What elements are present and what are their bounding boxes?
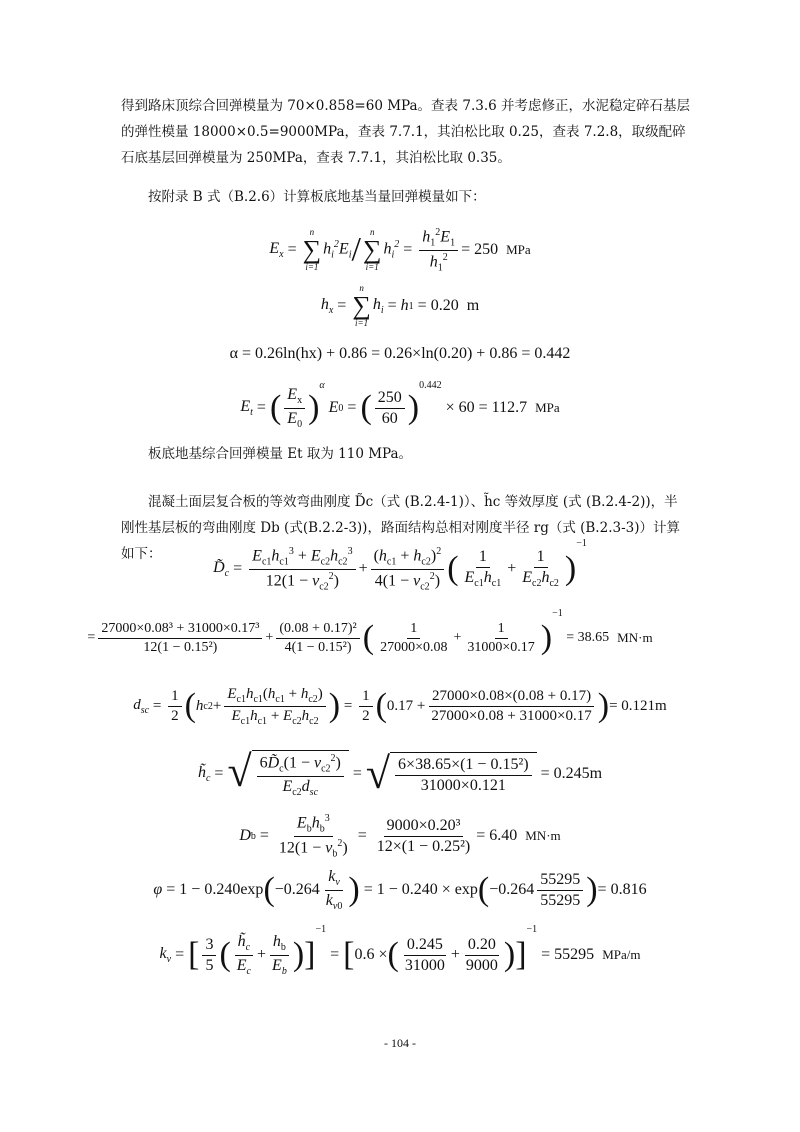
dc-numerator-1: 27000×0.08³ + 31000×0.17³ (98, 621, 262, 639)
equation-dc-numeric: = $\frac{\text{27000×0.08³ + 31000×0.17³}}{\text{12(1 − 0.15²)}}$ + $\frac{\text{(0.08 + 0.17)²}}{\text{4(1 − 0.15²)}}$ ( $\frac{1}{27000\times 0.08}$ + $\frac{1}{31000\times 0.17}$ ) −1 = 38.65 MN·m (87, 608, 653, 656)
dc-denominator-2: 4(1 − 0.15²) (284, 639, 352, 655)
dc-numerator-2: (0.08 + 0.17)² (276, 621, 359, 639)
phi-result: = 0.816 (597, 881, 647, 898)
ex-unit: MPa (506, 242, 531, 257)
paragraph-composite-slab-intro: 混凝土面层复合板的等效弯曲刚度 D̃c（式 (B.2.4-1)）、h̃c 等效厚度 (式 (B.2.4-2))，半刚性基层板的弯曲刚度 Db (式(B.2.2-3))，路面结构总相对刚度半径 rg（式 (B.2.3-3)）计算如下： (121, 494, 680, 562)
kv-b: 31000 (404, 956, 445, 974)
equation-hc: $h̃_c$ = √ $\frac{6D̃_c(1 - v_{c2}^2)}{E_{c2}d_{sc}}$ = √ $\frac{\text{6×38.65×(1 − 0.15²)}}{31000\times 0.121}$ = 0.245m (197, 747, 603, 798)
phi-numerator: 55295 (537, 871, 583, 891)
db-unit: MN·m (525, 828, 561, 843)
dc-denominator-1: 12(1 − 0.15²) (143, 639, 218, 655)
equation-hx: $h_x$ = n ∑ i=1 $h_i$ = h 1 = 0.20 m (320, 283, 480, 328)
kv-c: 0.20 (465, 936, 499, 956)
equation-alpha (0, 340, 800, 368)
dsc-denominator: 27000×0.08 + 31000×0.17 (431, 707, 592, 724)
hx-result: = 0.20 (417, 297, 459, 314)
equation-phi: φ = 1 − 0.240exp ( −0.264 $\frac{k_v}{k_{v0}}$ ) = 1 − 0.240 × exp ( −0.264 $\frac{55295}{55295}$ ) = 0.816 (153, 868, 647, 912)
paragraph-et-value: 板底地基综合回弹模量 Et 取为 110 MPa。 (148, 446, 413, 462)
equation-dsc: $d_{sc}$ = $\frac{1}{2}$ ( h c2 + $\frac{E_{c1}h_{c1}(h_{c1} + h_{c2})}{E_{c1}h_{c1} + E_{c2}h_{c2}}$ ) = $\frac{1}{2}$ ( 0.17 + $\frac{27000\times 0.08\times(0.08 + 0.17)}{27000\times 0.08 + 31000\times 0.17}$ ) = 0.121m (133, 685, 667, 727)
hc-numerator: 6×38.65×(1 − 0.15²) (395, 756, 532, 776)
equation-ex: $E_x$ = n ∑ i=1 $h_i^2E_i$ / n ∑ i=1 $h_i^2$ = $\frac{h_1^2E_1}{h_1^2}$ = 250 MPa (269, 226, 531, 274)
kv-a: 0.245 (404, 936, 446, 956)
hc-denominator: 31000×0.121 (420, 777, 506, 794)
kv-unit: MPa/m (602, 947, 641, 962)
ex-result: = 250 (461, 241, 499, 258)
kv-result: = 55295 (541, 946, 595, 963)
equation-dc-formula: $D̃_c$ = $\frac{E_{c1}h_{c1}^3 + E_{c2}h_{c2}^3}{12(1 - v_{c2}^2)}$ + $\frac{(h_{c1} + h_{c2})^2}{4(1 - v_{c2}^2)}$ ( $\frac{1}{E_{c1}h_{c1}}$ + $\frac{1}{E_{c2}h_{c2}}$ ) −1 (213, 538, 587, 593)
paragraph-modulus-values: 得到路床顶综合回弹模量为 70×0.858=60 MPa。查表 7.3.6 并考虑修正，水泥稳定碎石基层的弹性模量 18000×0.5=9000MPa，查表 7.7.1，其泊松比取 0.25，查表 7.2.8，取级配碎石底基层回弹模量为 250MPa，查表 7.7.1，其泊松比取 0.35。 (121, 98, 690, 166)
equation-et: $E_t$ = ( $\frac{E_x}{E_0}$ ) α E 0 = ( $\frac{250}{60}$ ) 0.442 × 60 = 112.7 MPa (240, 380, 560, 430)
dc-unit: MN·m (617, 630, 653, 645)
dsc-result: = 0.121m (609, 697, 667, 714)
dc-result: = 38.65 (566, 630, 610, 645)
hx-unit: m (466, 297, 480, 314)
equation-kv: $k_v$ = [ $\frac{3}{5}$ ( $\frac{h̃_c}{E_c}$ + $\frac{h_b}{E_b}$ ) ] −1 = [ 0.6 × ( $\frac{0.245}{31000}$ + $\frac{0.20}{9000}$ ) ] −1 = 55295 MPa/m (159, 924, 641, 977)
equation-db: D b = $\frac{E_bh_b^3}{12(1 - v_b^2)}$ = $\frac{\text{9000×0.20³}}{\text{12×(1 − 0.25²)}}$ = 6.40 MN·m (239, 812, 561, 860)
dsc-numerator: 27000×0.08×(0.08 + 0.17) (429, 688, 594, 707)
db-denominator: 12×(1 − 0.25²) (376, 837, 471, 855)
page-number: - 104 - (384, 1036, 416, 1050)
et-exponent: 0.442 (419, 380, 442, 391)
hc-result: = 0.245m (540, 765, 603, 782)
paragraph-equivalent-modulus-intro: 按附录 B 式（B.2.6）计算板底地基当量回弹模量如下： (148, 189, 486, 205)
db-result: = 6.40 (476, 827, 518, 844)
et-result: × 60 = 112.7 (445, 399, 528, 416)
db-numerator: 9000×0.20³ (384, 817, 464, 837)
kv-d: 9000 (465, 956, 498, 974)
alpha-text: α = 0.26ln(hx) + 0.86 = 0.26×ln(0.20) + 0.86 = 0.442 (229, 345, 571, 362)
phi-denominator: 55295 (540, 891, 581, 909)
et-unit: MPa (535, 400, 560, 415)
